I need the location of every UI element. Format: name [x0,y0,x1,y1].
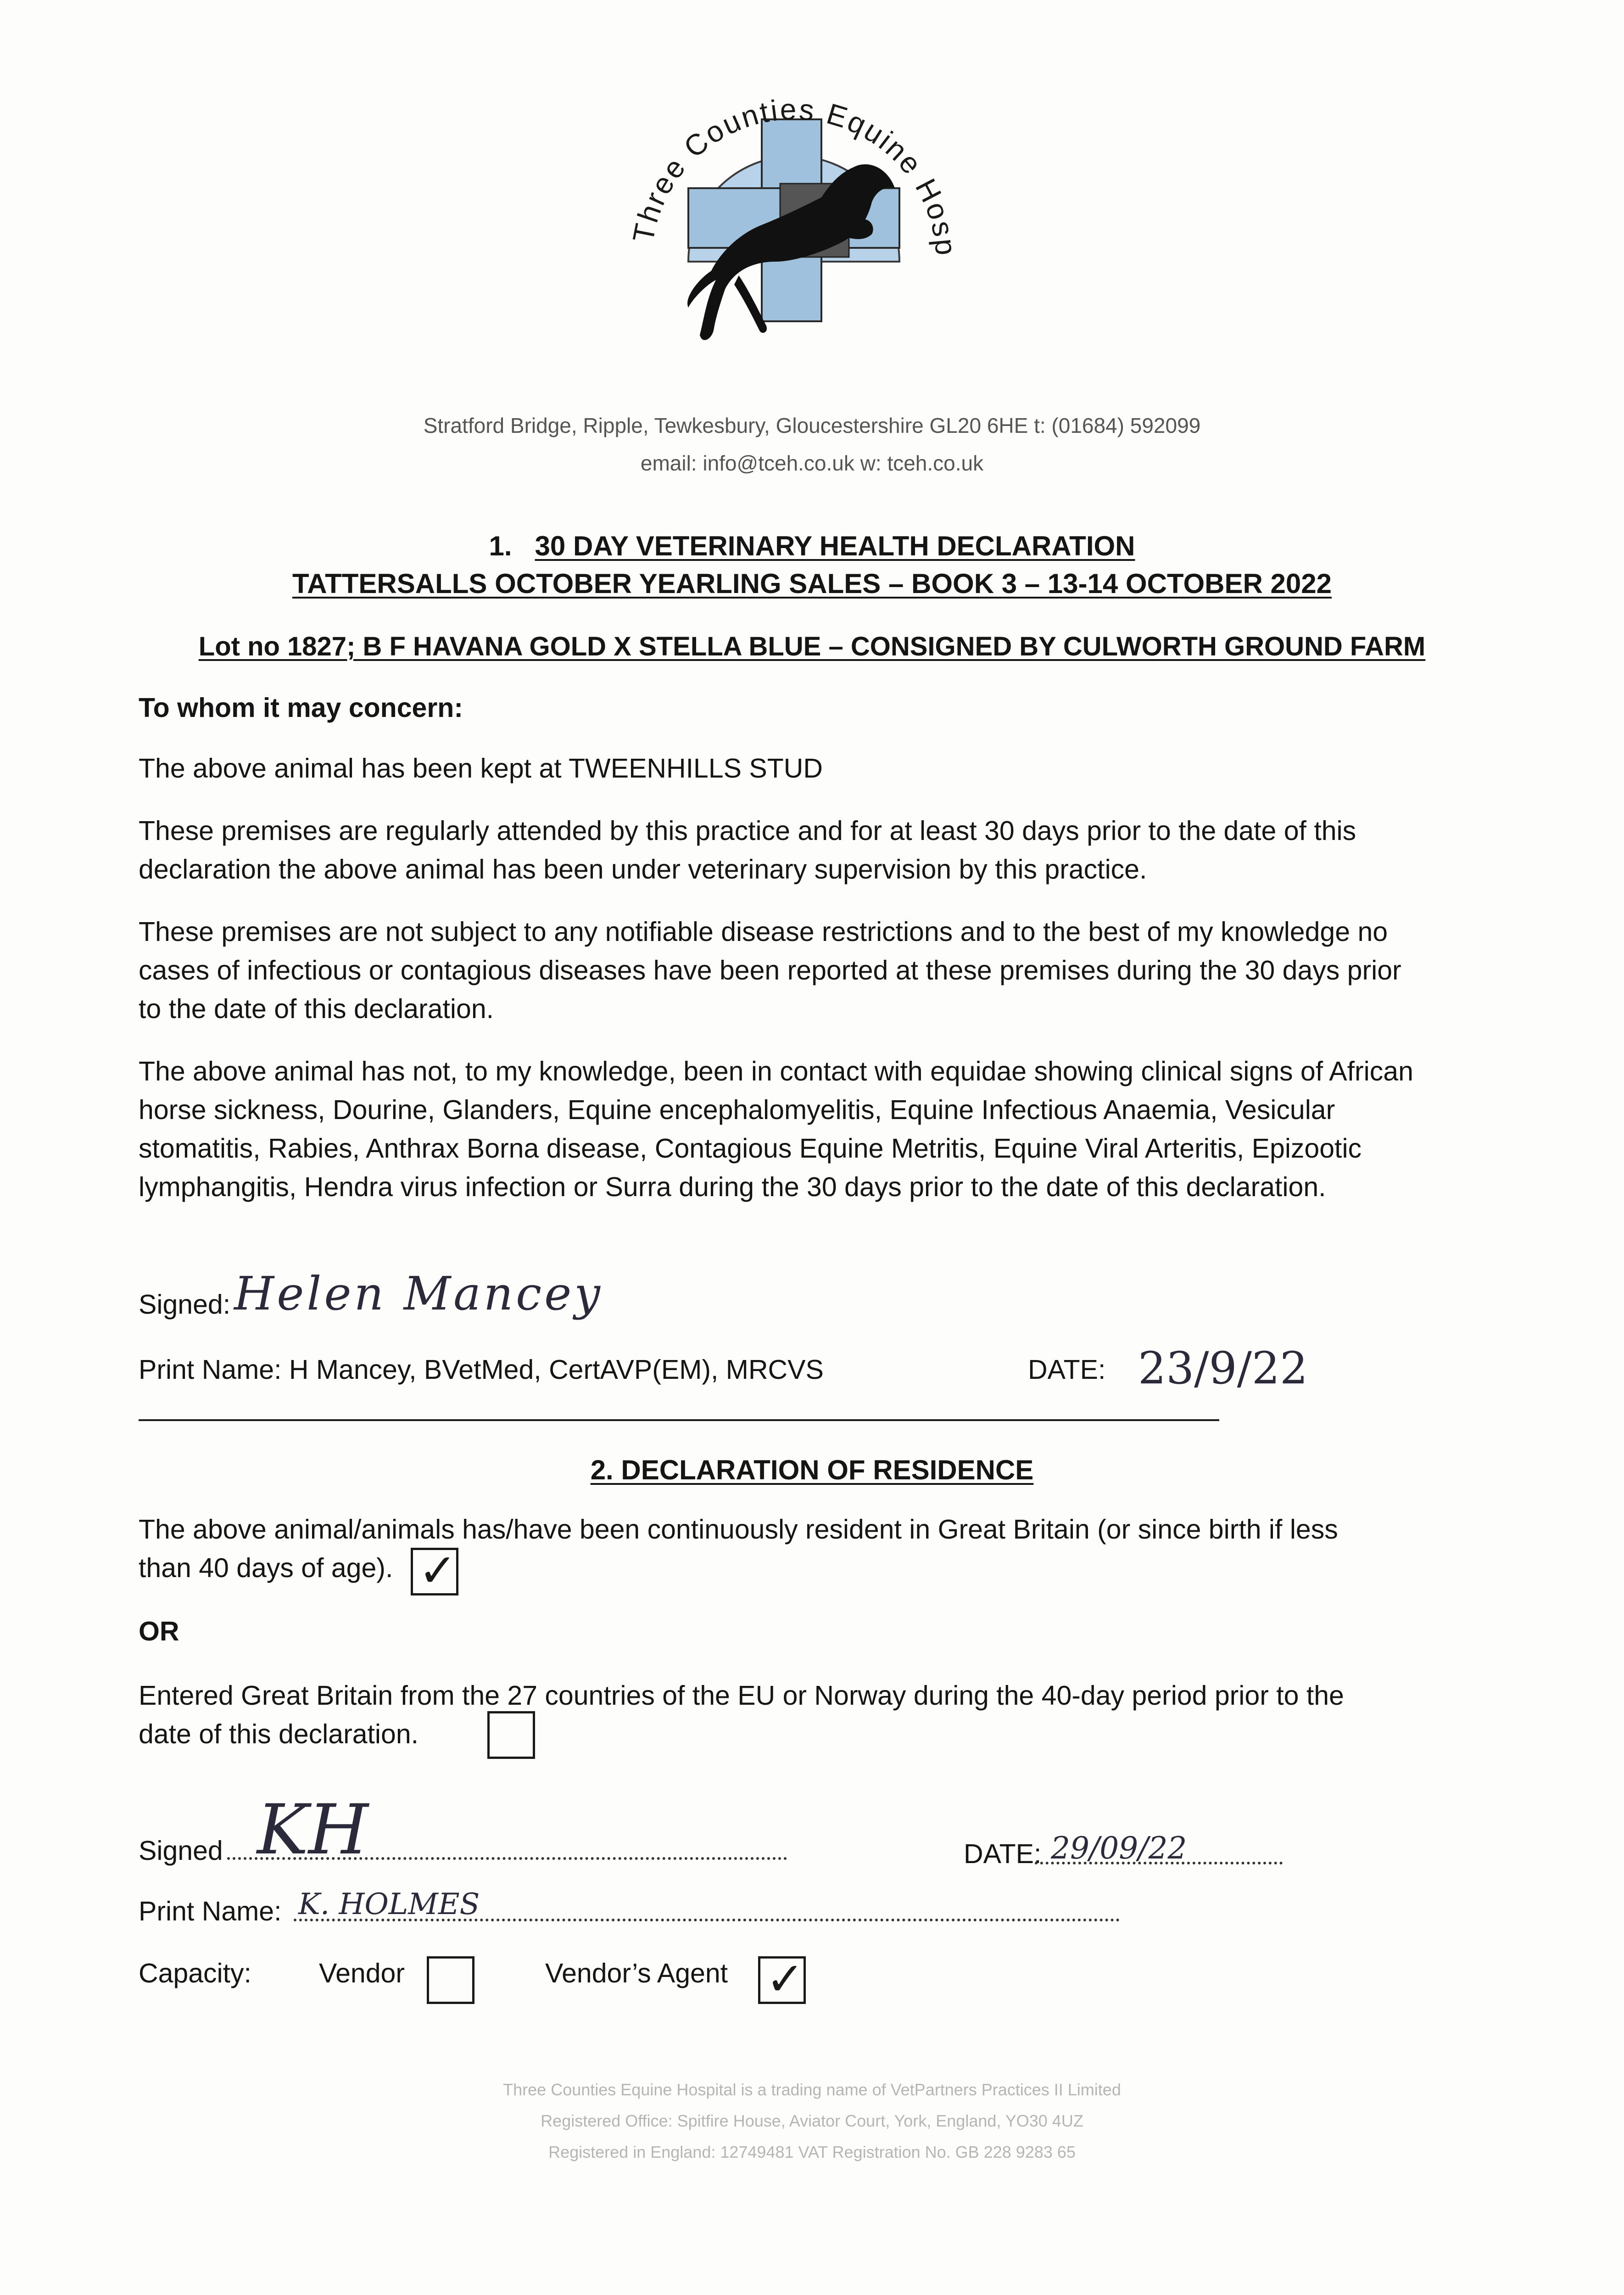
paragraph-supervision: These premises are regularly attended by this practice and for at least 30 days prior to the date of this declaration the above animal has been under veterinary supervision by this practice. [139,816,1356,884]
salutation: To whom it may concern: [139,693,463,723]
address-line-2: email: info@tceh.co.uk w: tceh.co.uk [640,451,984,475]
footer-line-3: Registered in England: 12749481 VAT Registration No. GB 228 9283 65 [548,2143,1076,2161]
vet-date-value: 23/9/22 [1138,1343,1308,1394]
footer-line-2: Registered Office: Spitfire House, Aviator Court, York, England, YO30 4UZ [541,2111,1083,2130]
section1-number: 1. [489,531,512,561]
vendor-agent-checkbox[interactable] [758,1952,806,2006]
vendor-print-value: K. HOLMES [298,1887,480,1921]
residence-option-2-checkbox[interactable] [487,1711,535,1759]
vendor-print-label: Print Name: [139,1896,282,1926]
vendor-signed-label: Signed [139,1836,223,1866]
vendor-agent-label: Vendor’s Agent [545,1958,728,1988]
checkmark-icon: ✓ [419,1544,457,1597]
vendor-date-label: DATE: [964,1839,1042,1869]
vendor-date-value: 29/09/22 [1051,1830,1187,1866]
lot-line: Lot no 1827; B F HAVANA GOLD X STELLA BLUE – CONSIGNED BY CULWORTH GROUND FARM [198,632,1426,661]
section1-title: 30 DAY VETERINARY HEALTH DECLARATION [535,531,1135,561]
vet-signed-label: Signed: [139,1289,231,1320]
residence-option-1: The above animal/animals has/have been continuously resident in Great Britain (or since birth if less than 40 days of age). [139,1514,1338,1583]
paragraph-diseases: The above animal has not, to my knowledge, been in contact with equidae showing clinical signs of African horse sickness, Dourine, Glanders, Equine encephalomyelitis, Equine Infectious Anaemia, Vesicular stomatitis, Rabies, Anthrax Borna disease, Contagious Equine Metritis, Equine Viral Arteritis, Epizootic lymphangitis, Hendra virus infection or Surra during the 30 days prior to the date of this declaration. [139,1056,1413,1202]
sale-subtitle: TATTERSALLS OCTOBER YEARLING SALES – BOOK 3 – 13-14 OCTOBER 2022 [292,568,1332,599]
checkmark-icon: ✓ [766,1952,804,2006]
capacity-label: Capacity: [139,1958,251,1988]
paragraph-kept-at: The above animal has been kept at TWEENHILLS STUD [139,753,823,784]
address-line-1: Stratford Bridge, Ripple, Tewkesbury, Gloucestershire GL20 6HE t: (01684) 592099 [423,414,1201,437]
residence-option-2: Entered Great Britain from the 27 countries of the EU or Norway during the 40-day period prior to the date of this declaration. [139,1680,1344,1749]
residence-option-1-checkbox[interactable] [411,1544,458,1597]
horse-cross-logo-icon [601,69,987,372]
section1-heading [0,530,1624,562]
vet-print-name: Print Name: H Mancey, BVetMed, CertAVP(EM), MRCVS [139,1355,824,1385]
section2-title: 2. DECLARATION OF RESIDENCE [590,1455,1034,1485]
vendor-label: Vendor [319,1958,405,1988]
vendor-checkbox[interactable] [427,1956,474,2004]
vet-date-label: DATE: [1028,1355,1106,1385]
vendor-signature: KH [257,1790,368,1870]
logo-text: Three Counties Equine Hosp [626,92,963,258]
vet-signature: Helen Mancey [234,1267,603,1321]
hospital-logo [601,69,987,372]
section-divider [139,1419,1219,1421]
or-label: OR [139,1616,179,1646]
paragraph-restrictions: These premises are not subject to any notifiable disease restrictions and to the best of my knowledge no cases of infectious or contagious diseases have been reported at these premises during the 30 days prior to the date of this declaration. [139,917,1401,1024]
footer-line-1: Three Counties Equine Hospital is a trading name of VetPartners Practices II Limited [503,2080,1121,2099]
